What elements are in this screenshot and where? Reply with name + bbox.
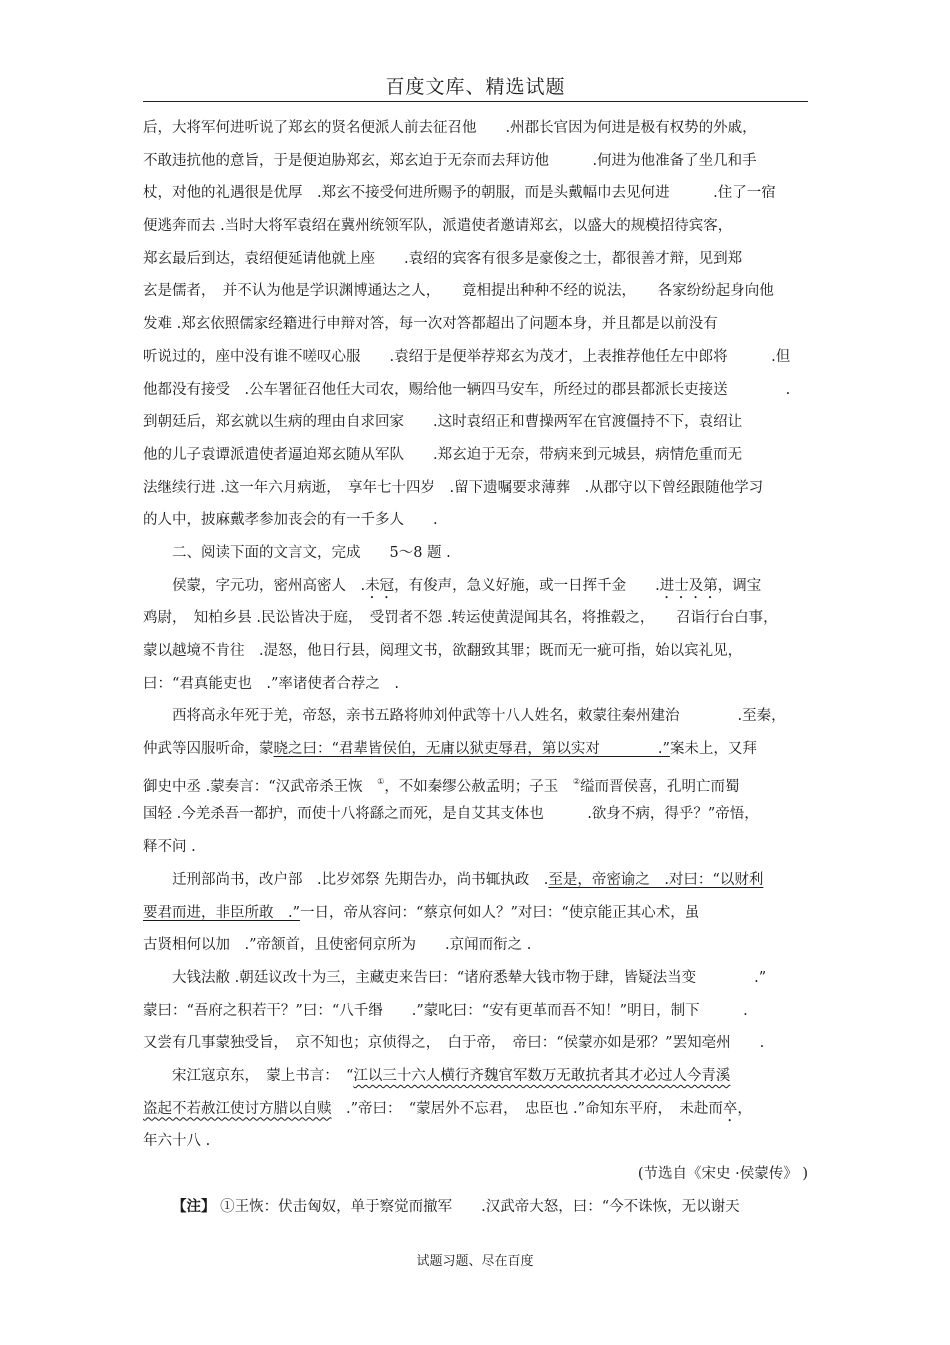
passage-translation (143, 112, 808, 537)
note-label: 【注】 (172, 1197, 216, 1215)
text-line (143, 766, 808, 799)
text-line: 发难 .郑玄依照儒家经籍进行申辩对答，每一次对答都超出了问题本身，并且都是以前没有 (143, 316, 718, 333)
classical-passage (143, 570, 808, 1224)
text-line: 蒙以越境不肯往 .湜怒，他日行县，阅理文书，欲翻致其罪；既而无一疵可指，始以宾礼见， (143, 643, 743, 659)
text-line: 听说过的，座中没有谁不嗟叹心服 .袁绍于是便举荐郑玄为茂才，上表推荐他任左中郎将 .但 (143, 348, 791, 365)
text-span: .”帝曰： “蒙居外不忘君， 忠臣也 .”命知东平府， 未赴而 (331, 1100, 723, 1117)
text-line: 大钱法敝 .朝廷议改十为三，主藏吏来告曰：“诸府悉辇大钱市物于肆，皆疑法当变 .” (172, 969, 767, 986)
text-span: ，不如秦缪公赦孟明；子玉 (384, 778, 573, 795)
text-line: 的人中，披麻戴孝参加丧会的有一千多人 . (143, 512, 438, 529)
text-line: 古贤相何以加 .”帝颔首，且使密伺京所为 .京闻而衔之 . (143, 937, 532, 954)
page-header-title: 百度文库、精选试题 (385, 76, 566, 98)
text-line: 西将高永年死于羌，帝怒，亲书五路将帅刘仲武等十八人姓名，敕蒙往秦州建治 .至秦， (172, 708, 786, 725)
note-marker: ② (572, 776, 580, 786)
text-line: 又尝有几事蒙独受旨， 京不知也；京侦得之， 白于帝， 帝曰：“侯蒙亦如是邪？”罢知亳州 . (143, 1035, 765, 1052)
emphasized-word: 卒 (722, 1100, 738, 1117)
text-line: 蒙曰：“吾府之积若干？”曰：“八千缗 .”蒙叱曰：“安有更革而吾不知！”明日，制下 . (143, 1002, 748, 1019)
underlined-sentence: 晓之曰：“君辈皆侯伯，无庸以狱吏辱君，第以实对 .” (273, 741, 670, 758)
text-line: 法继续行进 .这一年六月病逝， 享年七十四岁 .留下遗嘱要求薄葬 .从郡守以下曾经跟随他学习 (143, 479, 764, 496)
underlined-sentence: 至是，帝密谕之 .对曰：“以财利 (548, 871, 764, 888)
text-line: 后，大将军何进听说了郑玄的贤名便派人前去征召他 .州郡长官因为何进是极有权势的外戚， (143, 120, 757, 136)
text-line (143, 1093, 808, 1126)
wavy-underlined-text: 江以三十六人横行齐魏官军数万无敢抗者其才必过人今青溪 (353, 1067, 731, 1084)
text-line (143, 570, 808, 603)
header-divider (143, 101, 808, 102)
wavy-underlined-text: 盗起不若赦江使讨方腊以自赎 (143, 1100, 332, 1117)
text-line: 到朝廷后，郑玄就以生病的理由自求回家 .这时袁绍正和曹操两军在官渡僵持不下，袁绍让 (143, 414, 743, 431)
text-span: 宋江寇京东， 蒙上书言： “ (172, 1067, 354, 1084)
text-span: 御史中丞 .蒙奏言：“汉武帝杀王恢 (143, 778, 378, 795)
text-line: 玄是儒者， 并不认为他是学识渊博通达之人， 竟相提出种种不经的说法， 各家纷纷起身向他 (143, 283, 774, 300)
source-citation: (节选自《宋史 ·侯蒙传》 ) (637, 1166, 808, 1182)
text-span: 仲武等囚服听命，蒙 (143, 741, 274, 758)
text-span: ，有俊声，急义好施，或一日挥千金 . (394, 577, 660, 594)
text-line: 他的儿子袁谭派遣使者逼迫郑玄随从军队 .郑玄迫于无奈，带病来到元城县，病情危重而无 (143, 446, 743, 463)
text-span: ，调宝 (717, 577, 762, 594)
emphasized-word: 进士及第 (659, 577, 718, 594)
text-span: 缢而晋侯喜，孔明亡而蜀 (579, 778, 740, 795)
page-footer: 试题习题、尽在百度 (416, 1254, 534, 1269)
text-line: 他都没有接受 .公车署征召他任大司农，赐给他一辆四马安车，所经过的郡县都派长吏接送 . (143, 381, 791, 398)
note-marker: ① (377, 776, 385, 786)
text-line (143, 1060, 808, 1093)
text-line: 释不问 . (143, 839, 196, 856)
text-line: 鸡尉， 知柏乡县 .民讼皆决于庭， 受罚者不怨 .转运使黄湜闻其名，将推毂之， 召诣行台白事， (143, 610, 778, 627)
annotation-note (143, 1191, 808, 1224)
underlined-sentence: 要君而进，非臣所敢 .” (143, 904, 301, 921)
section-heading: 二、阅读下面的文言文，完成 5～8 题 . (172, 544, 451, 561)
text-line: 便逃奔而去 .当时大将军袁绍在冀州统领军队，派遣使者邀请郑玄，以盛大的规模招待宾客， (143, 218, 733, 235)
text-span: 迁刑部尚书，改户部 .比岁郊祭 先期告办，尚书辄执政 . (172, 871, 549, 888)
text-line: 曰：“君真能吏也 .”率诸使者合荐之 . (143, 675, 400, 692)
text-span: ， (737, 1100, 752, 1117)
text-line (143, 733, 808, 766)
text-span: 侯蒙，字元功，密州高密人 . (172, 577, 366, 594)
emphasized-word: 未冠 (365, 577, 395, 594)
document-body (143, 112, 808, 1223)
text-line: 国轻 .今羌杀吾一都护，而使十八将繇之而死，是自艾其支体也 .欲身不病，得乎？”帝悟， (143, 806, 759, 823)
text-line (143, 897, 808, 930)
text-line: 不敢违抗他的意旨，于是便迫胁郑玄，郑玄迫于无奈而去拜访他 .何进为他准备了坐几和手 (143, 152, 757, 169)
text-line (143, 864, 808, 897)
text-span: 一日，帝从容问：“蔡京何如人？”对曰：“使京能正其心术，虽 (300, 904, 700, 921)
note-text: ①王恢：伏击匈奴，单于察觉而撤军 .汉武帝大怒，曰：“今不诛恢，无以谢天 (215, 1198, 740, 1215)
text-line: 年六十八 . (143, 1133, 211, 1150)
text-span: 案未上，又拜 (669, 741, 757, 758)
text-line: 杖，对他的礼遇很是优厚 .郑玄不接受何进所赐予的朝服，而是头戴幅巾去见何进 .住了一宿 (143, 185, 776, 202)
text-line: 郑玄最后到达，袁绍便延请他就上座 .袁绍的宾客有很多是豪俊之士，都很善才辩，见到郑 (143, 250, 743, 267)
